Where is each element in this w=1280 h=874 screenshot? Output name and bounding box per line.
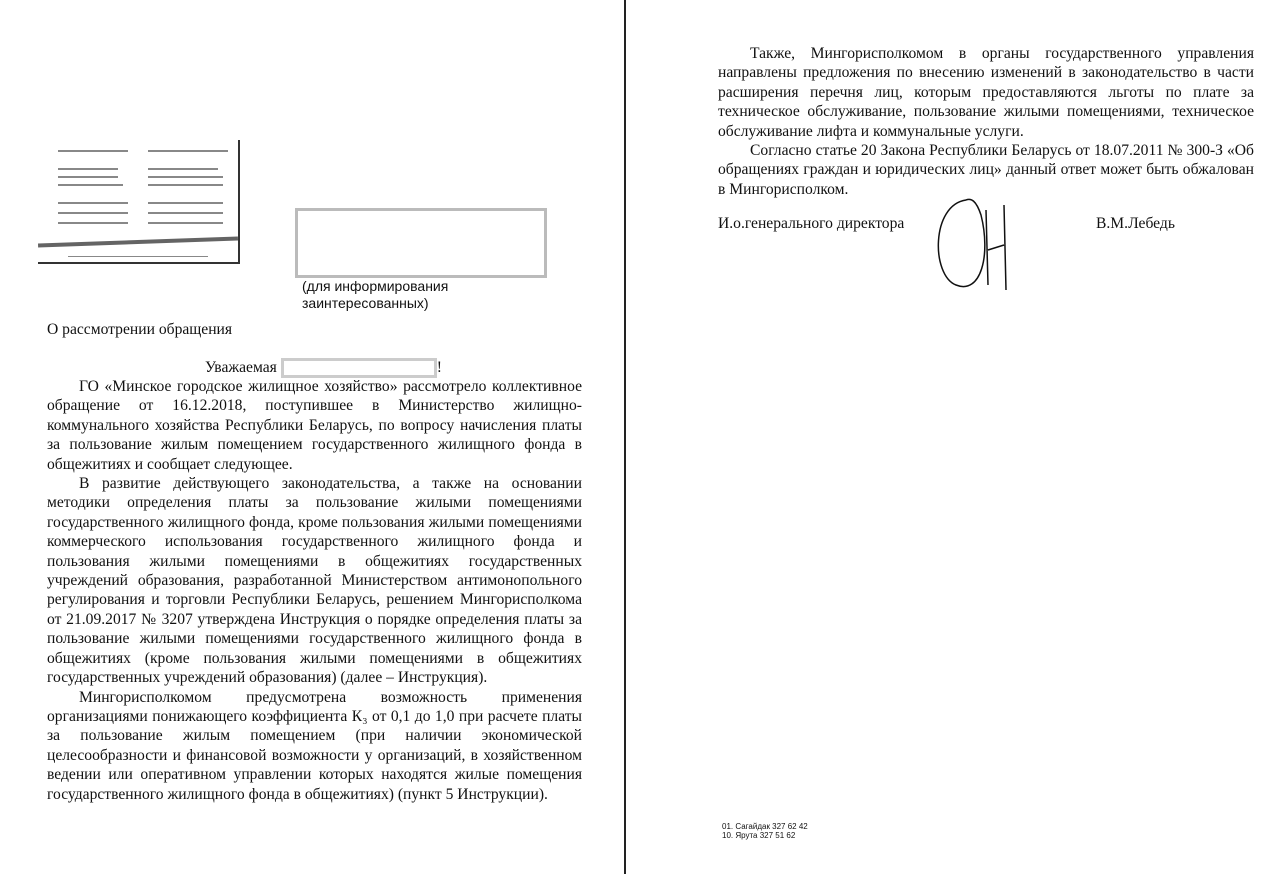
salutation-text: Уважаемая [205, 359, 277, 376]
paragraph: Мингорисполкомом предусмотрена возможность применения организациями понижающего коэффициента К₃ от 0,1 до 1,0 при расчете платы за пользование жилым помещением (при наличии экономической целесообразности и финансовой возможности у организаций, в хозяйственном ведении или оперативном управлении которых находятся жилые помещения государственного жилищного фонда в общежитиях) (пункт 5 Инструкции). [47, 688, 582, 803]
paragraph: Согласно статье 20 Закона Республики Беларусь от 18.07.2011 № 300-З «Об обращениях граждан и юридических лиц» данный ответ может быть обжалован в Мингорисполком. [718, 142, 1254, 198]
subject: О рассмотрении обращения [47, 321, 233, 338]
footer-line: 10. Ярута 327 51 62 [722, 831, 796, 840]
paragraph: ГО «Минское городское жилищное хозяйство» рассмотрело коллективное обращение от 16.12.2018, поступившее в Министерство жилищно-коммунального хозяйства Республики Беларусь, по вопросу начисления платы за пользование жилым помещением государственного жилищного фонда в общежитиях и сообщает следующее. [47, 378, 582, 473]
recipient-note [302, 278, 448, 312]
footer-contacts [722, 822, 808, 840]
paragraph: Также, Мингорисполкомом в органы государственного управления направлены предложения по внесению изменений в законодательство в части расширения перечня лиц, которым предоставляются льготы по плате за техническое обслуживание, пользование жилыми помещениями, техническое обслуживание лифта и коммунальные услуги. [718, 45, 1254, 140]
signature [926, 195, 1036, 300]
recipient-note-line: заинтересованных) [302, 295, 429, 311]
registration-stamp [38, 140, 240, 264]
right-page [626, 0, 1280, 874]
signer-title: И.о.генерального директора [718, 215, 905, 232]
paragraph: В развитие действующего законодательства, а также на основании методики определения платы за пользование жилыми помещениями государственного жилищного фонда, кроме пользования жилыми помещениями коммерческого использования государственного жилищного фонда и пользования жилыми помещениями в общежитиях государственных учреждений образования, разработанной Министерством антимонопольного регулирования и торговли Республики Беларусь, решением Мингорисполкома от 21.09.2017 № 3207 утверждена Инструкция о порядке определения платы за пользование жилыми помещениями государственного жилищного фонда в общежитиях (кроме пользования жилыми помещениями в общежитиях государственных учреждений образования) (далее – Инструкция). [47, 475, 582, 687]
footer-line: 01. Сагайдак 327 62 42 [722, 822, 808, 831]
redacted-name [281, 358, 437, 378]
left-page [0, 0, 624, 874]
letter-body [47, 377, 582, 804]
signer-name: В.М.Лебедь [1096, 215, 1175, 232]
recipient-note-line: (для информирования [302, 278, 449, 294]
salutation-end: ! [436, 359, 442, 376]
redacted-recipient [295, 208, 547, 278]
salutation [205, 358, 442, 378]
letter-body-continued [718, 44, 1254, 199]
